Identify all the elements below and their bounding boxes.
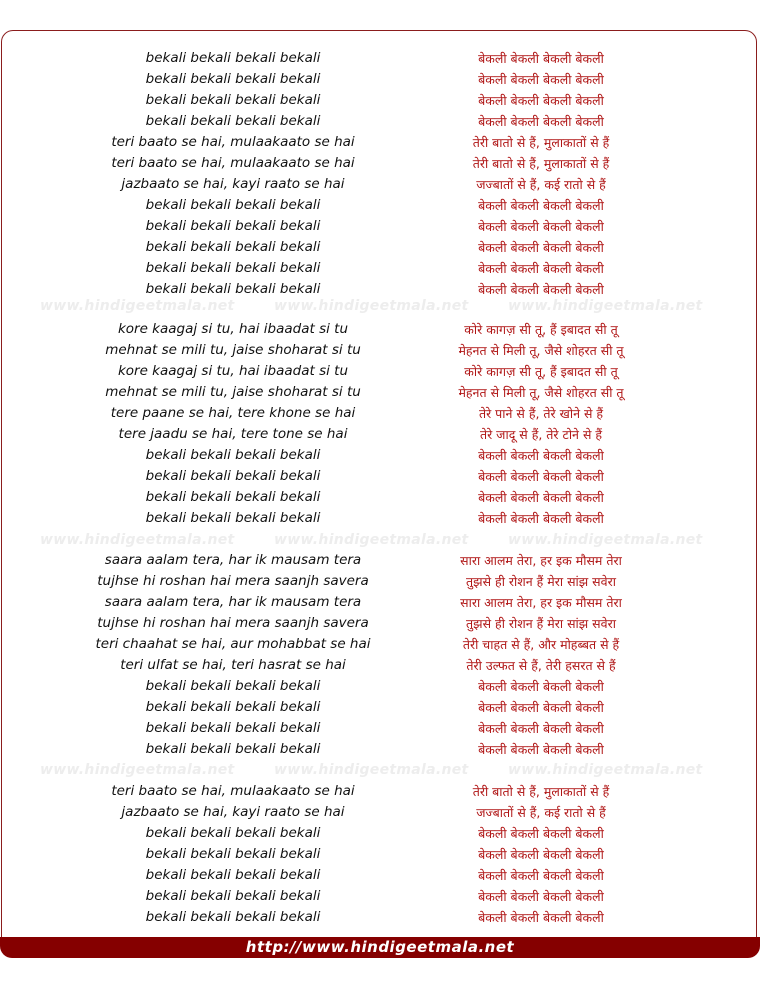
lyric-line-hindi: बेकली बेकली बेकली बेकली [478,93,604,108]
lyric-line-hindi: बेकली बेकली बेकली बेकली [478,51,604,66]
lyric-line-english: jazbaato se hai, kayi raato se hai [121,804,345,820]
lyric-line-english: bekali bekali bekali bekali [145,678,321,694]
watermark-text: www.hindigeetmala.net [40,532,235,548]
lyric-line-hindi: बेकली बेकली बेकली बेकली [478,721,604,736]
lyric-line-hindi: तेरी चाहत से हैं, और मोहब्बत से हैं [462,637,620,652]
lyric-line-hindi: बेकली बेकली बेकली बेकली [478,261,604,276]
lyric-line-english: tere paane se hai, tere khone se hai [110,405,356,421]
lyric-line-english: bekali bekali bekali bekali [145,699,321,715]
lyric-line-english: bekali bekali bekali bekali [145,846,321,862]
lyric-line-hindi: बेकली बेकली बेकली बेकली [478,198,604,213]
lyric-line-english: teri baato se hai, mulaakaato se hai [111,783,355,799]
lyric-line-english: kore kaagaj si tu, hai ibaadat si tu [117,321,349,337]
lyric-line-english: teri chaahat se hai, aur mohabbat se hai [95,636,371,652]
lyric-line-hindi: बेकली बेकली बेकली बेकली [478,700,604,715]
lyric-line-hindi: तेरे पाने से हैं, तेरे खोने से हैं [478,406,604,421]
lyric-line-english: tujhse hi roshan hai mera saanjh savera [97,615,369,631]
lyric-line-hindi: सारा आलम तेरा, हर इक मौसम तेरा [460,595,622,610]
lyric-line-hindi: तेरी बातो से हैं, मुलाकातों से हैं [472,156,610,171]
lyric-line-english: bekali bekali bekali bekali [145,909,321,925]
watermark-text: www.hindigeetmala.net [508,298,703,314]
lyric-line-english: bekali bekali bekali bekali [145,50,321,66]
lyric-line-hindi: बेकली बेकली बेकली बेकली [478,511,604,526]
lyric-line-english: bekali bekali bekali bekali [145,197,321,213]
lyric-line-hindi: तेरी बातो से हैं, मुलाकातों से हैं [472,135,610,150]
lyric-line-hindi: मेहनत से मिली तू, जैसे शोहरत सी तू [458,343,624,358]
lyric-line-english: teri baato se hai, mulaakaato se hai [111,155,355,171]
lyric-line-english: bekali bekali bekali bekali [145,489,321,505]
lyric-line-hindi: बेकली बेकली बेकली बेकली [478,114,604,129]
lyric-line-hindi: तुझसे ही रोशन हैं मेरा सांझ सवेरा [466,616,616,631]
watermark-text: www.hindigeetmala.net [508,762,703,778]
lyric-line-english: mehnat se mili tu, jaise shoharat si tu [105,384,361,400]
lyric-line-english: tere jaadu se hai, tere tone se hai [118,426,348,442]
lyric-line-english: jazbaato se hai, kayi raato se hai [121,176,345,192]
lyric-line-hindi: तेरी उल्फत से हैं, तेरी हसरत से हैं [466,658,616,673]
lyric-line-hindi: बेकली बेकली बेकली बेकली [478,448,604,463]
lyric-line-english: bekali bekali bekali bekali [145,825,321,841]
watermark-text: www.hindigeetmala.net [508,532,703,548]
lyric-line-english: bekali bekali bekali bekali [145,281,321,297]
lyric-line-english: teri ulfat se hai, teri hasrat se hai [120,657,346,673]
lyric-line-english: bekali bekali bekali bekali [145,468,321,484]
lyric-line-english: mehnat se mili tu, jaise shoharat si tu [105,342,361,358]
lyric-line-hindi: बेकली बेकली बेकली बेकली [478,910,604,925]
lyric-line-hindi: बेकली बेकली बेकली बेकली [478,889,604,904]
lyric-line-hindi: मेहनत से मिली तू, जैसे शोहरत सी तू [458,385,624,400]
lyric-line-english: bekali bekali bekali bekali [145,239,321,255]
lyric-line-english: bekali bekali bekali bekali [145,113,321,129]
lyric-line-english: kore kaagaj si tu, hai ibaadat si tu [117,363,349,379]
lyric-line-english: bekali bekali bekali bekali [145,741,321,757]
lyric-line-hindi: बेकली बेकली बेकली बेकली [478,469,604,484]
lyric-line-hindi: बेकली बेकली बेकली बेकली [478,282,604,297]
lyric-line-hindi: बेकली बेकली बेकली बेकली [478,826,604,841]
watermark-text: www.hindigeetmala.net [40,298,235,314]
lyric-line-hindi: बेकली बेकली बेकली बेकली [478,490,604,505]
lyric-line-hindi: बेकली बेकली बेकली बेकली [478,679,604,694]
lyric-line-english: bekali bekali bekali bekali [145,720,321,736]
lyric-line-hindi: बेकली बेकली बेकली बेकली [478,742,604,757]
lyric-line-english: bekali bekali bekali bekali [145,888,321,904]
lyric-line-hindi: जज्बातों से हैं, कई रातो से हैं [476,177,606,192]
lyric-line-hindi: जज्बातों से हैं, कई रातो से हैं [476,805,606,820]
lyric-line-hindi: सारा आलम तेरा, हर इक मौसम तेरा [460,553,622,568]
watermark-text: www.hindigeetmala.net [40,762,235,778]
lyric-line-hindi: बेकली बेकली बेकली बेकली [478,847,604,862]
lyric-line-hindi: बेकली बेकली बेकली बेकली [478,868,604,883]
lyric-line-english: bekali bekali bekali bekali [145,218,321,234]
lyric-line-english: bekali bekali bekali bekali [145,867,321,883]
lyric-line-hindi: बेकली बेकली बेकली बेकली [478,72,604,87]
lyric-line-english: bekali bekali bekali bekali [145,510,321,526]
lyric-line-english: bekali bekali bekali bekali [145,71,321,87]
lyric-line-hindi: बेकली बेकली बेकली बेकली [478,240,604,255]
lyric-line-hindi: बेकली बेकली बेकली बेकली [478,219,604,234]
lyric-line-hindi: तुझसे ही रोशन हैं मेरा सांझ सवेरा [466,574,616,589]
footer-site-link[interactable]: http://www.hindigeetmala.net [245,938,515,956]
watermark-text: www.hindigeetmala.net [274,762,469,778]
lyric-line-hindi: कोरे कागज़ सी तू, हैं इबादत सी तू [464,364,618,379]
lyric-line-english: saara aalam tera, har ik mausam tera [104,552,362,568]
lyric-line-english: saara aalam tera, har ik mausam tera [104,594,362,610]
lyric-line-english: tujhse hi roshan hai mera saanjh savera [97,573,369,589]
lyric-line-english: bekali bekali bekali bekali [145,92,321,108]
lyric-line-english: bekali bekali bekali bekali [145,447,321,463]
lyric-line-hindi: तेरी बातो से हैं, मुलाकातों से हैं [472,784,610,799]
lyric-line-hindi: कोरे कागज़ सी तू, हैं इबादत सी तू [464,322,618,337]
watermark-text: www.hindigeetmala.net [274,298,469,314]
lyric-line-english: bekali bekali bekali bekali [145,260,321,276]
lyric-line-hindi: तेरे जादू से हैं, तेरे टोने से हैं [479,427,603,442]
watermark-text: www.hindigeetmala.net [274,532,469,548]
lyric-line-english: teri baato se hai, mulaakaato se hai [111,134,355,150]
